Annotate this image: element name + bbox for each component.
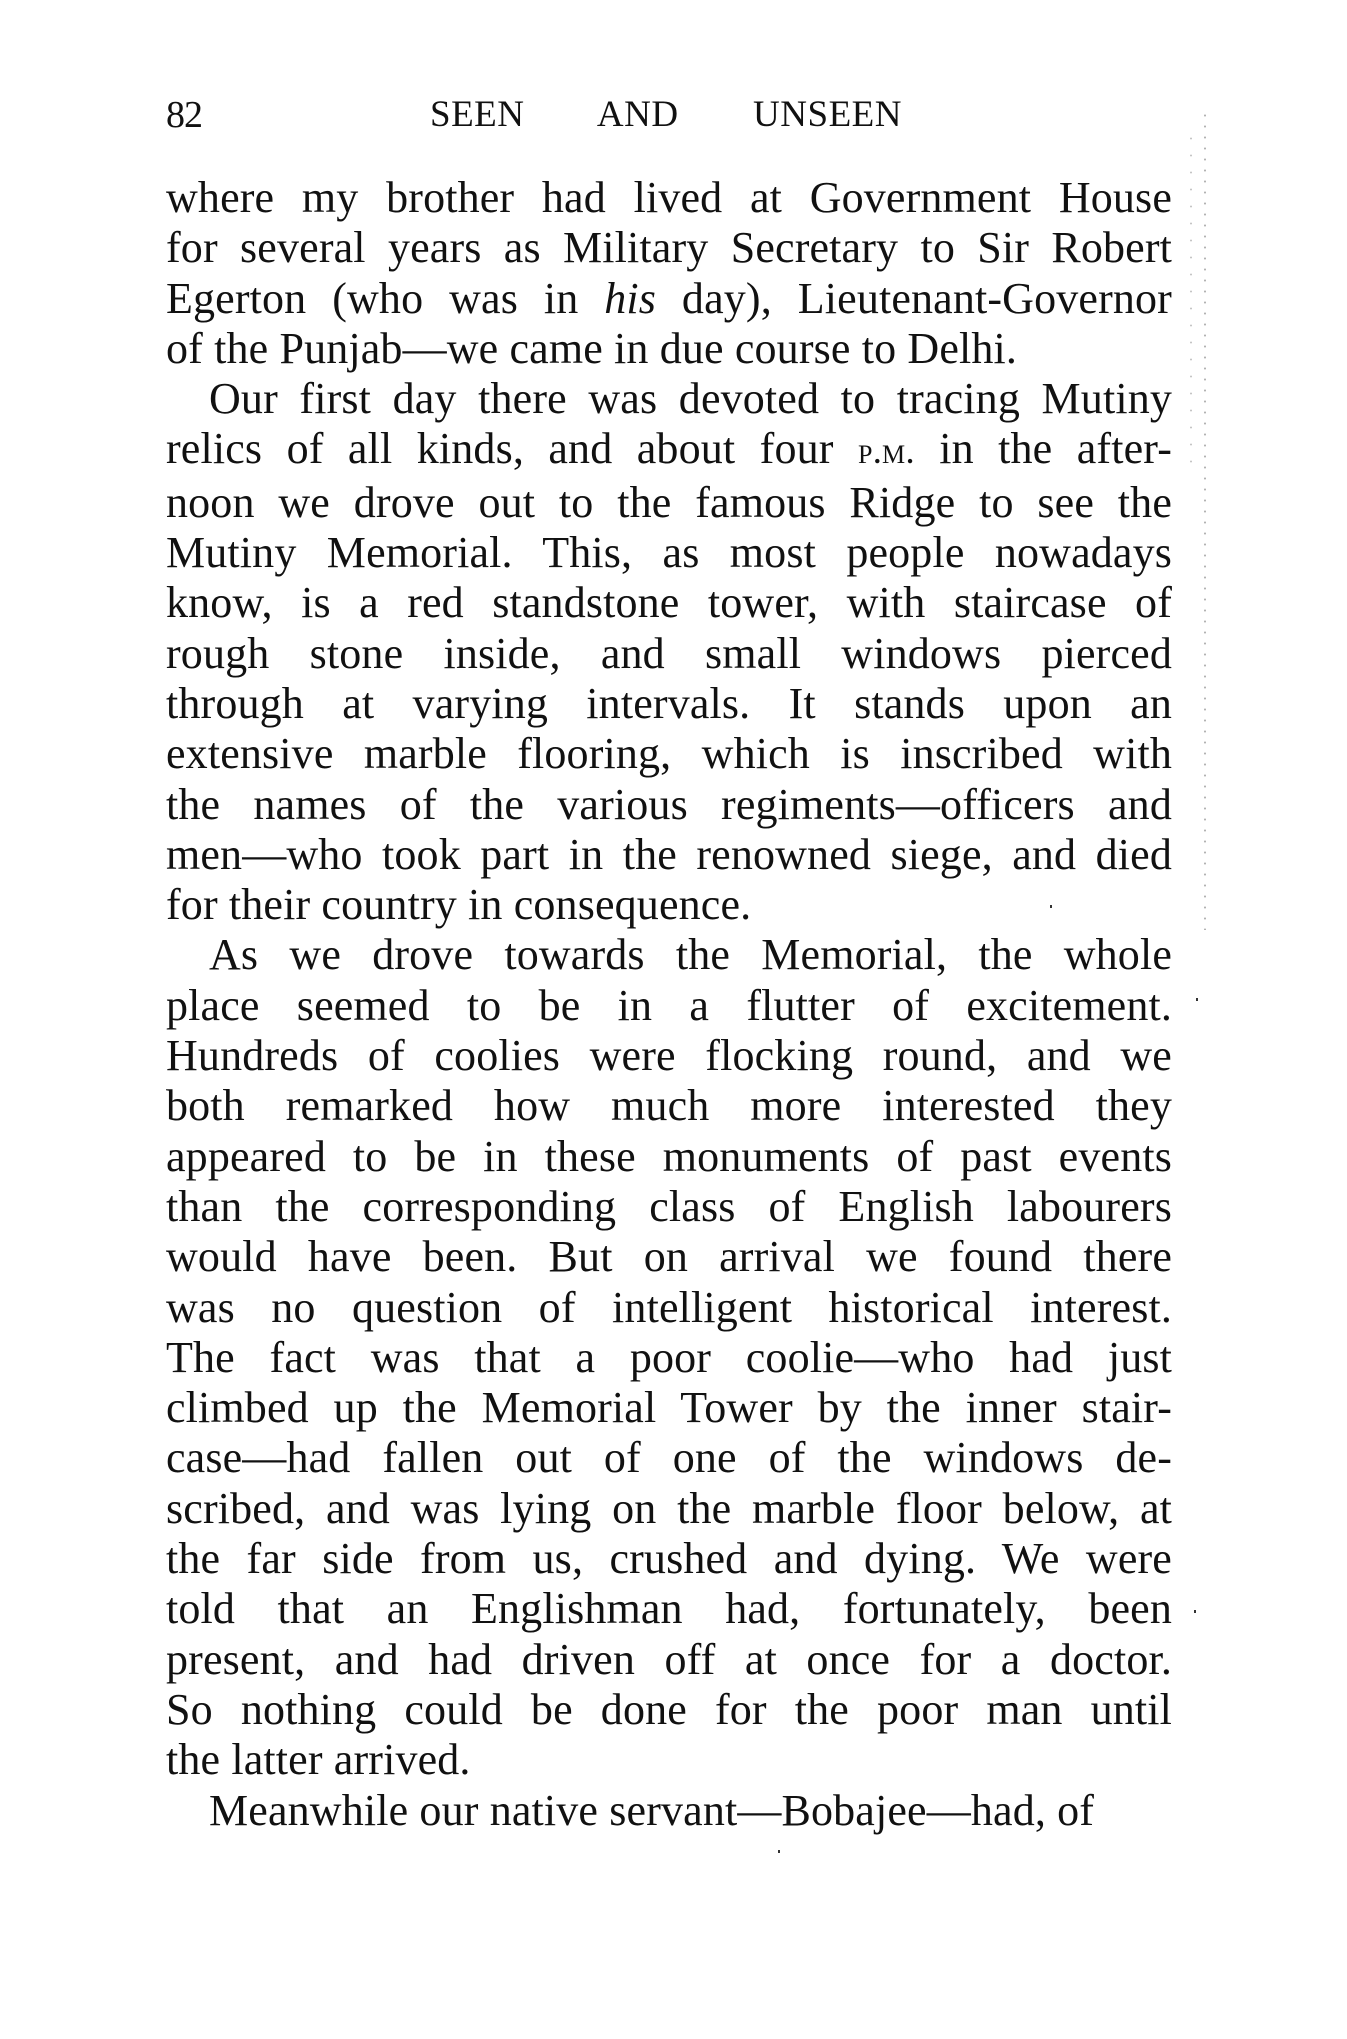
text-line: rough stone inside, and small windows pierced	[166, 628, 1172, 678]
text-line: was no question of intelligent historical interest.	[166, 1282, 1172, 1332]
scan-noise	[778, 1850, 780, 1853]
text-line: the latter arrived.	[166, 1735, 471, 1785]
text-line: extensive marble flooring, which is inscribed with	[166, 729, 1172, 779]
scan-noise	[1196, 998, 1198, 1001]
text-line: case—had fallen out of one of the windows de-	[166, 1433, 1172, 1483]
text-line: relics of all kinds, and about four p.m. in the after-	[166, 424, 1172, 474]
paragraph	[166, 173, 1172, 374]
text-line: the far side from us, crushed and dying. We were	[166, 1534, 1172, 1584]
running-head	[166, 95, 1172, 135]
text-line: where my brother had lived at Government House	[166, 173, 1172, 222]
text-line: place seemed to be in a flutter of excitement.	[166, 980, 1172, 1030]
small-caps-abbrev: p.m.	[857, 431, 915, 473]
running-title: SEEN AND UNSEEN	[430, 94, 902, 135]
text-line: both remarked how much more interested they	[166, 1081, 1172, 1131]
body-text	[166, 173, 1172, 1836]
text-line: The fact was that a poor coolie—who had just	[166, 1332, 1172, 1382]
text-line: Mutiny Memorial. This, as most people nowadays	[166, 528, 1172, 578]
text-line: through at varying intervals. It stands upon an	[166, 678, 1172, 728]
text-line: Our first day there was devoted to tracing Mutiny	[209, 374, 1172, 424]
text-line: As we drove towards the Memorial, the whole	[209, 930, 1172, 980]
text-line: for their country in consequence.	[166, 880, 752, 930]
text-line: Hundreds of coolies were flocking round, and we	[166, 1031, 1172, 1081]
text-line: know, is a red standstone tower, with staircase of	[166, 578, 1172, 628]
italic-word: his	[604, 273, 657, 323]
paragraph	[166, 374, 1172, 930]
scan-noise	[1203, 110, 1207, 930]
page-number: 82	[166, 94, 202, 136]
text-line: would have been. But on arrival we found there	[166, 1232, 1172, 1282]
text-line: present, and had driven off at once for a doctor.	[166, 1634, 1172, 1684]
text-line: noon we drove out to the famous Ridge to see the	[166, 477, 1172, 527]
text-line: than the corresponding class of English labourers	[166, 1181, 1172, 1231]
scan-noise	[1050, 905, 1052, 908]
text-line: So nothing could be done for the poor man until	[166, 1684, 1172, 1734]
text-line: the names of the various regiments—officers and	[166, 779, 1172, 829]
text-line: men—who took part in the renowned siege, and died	[166, 829, 1172, 879]
text-line: for several years as Military Secretary to Sir Robert	[166, 223, 1172, 273]
text-line: climbed up the Memorial Tower by the inner stair-	[166, 1383, 1172, 1433]
text-line: told that an Englishman had, fortunately, been	[166, 1584, 1172, 1634]
text-line: of the Punjab—we came in due course to Delhi.	[166, 323, 1018, 373]
paragraph	[166, 930, 1172, 1785]
text-line: scribed, and was lying on the marble floor below, at	[166, 1483, 1172, 1533]
text-line: Meanwhile our native servant—Bobajee—had, of	[209, 1785, 1095, 1835]
paragraph	[166, 1786, 1172, 1836]
scan-noise	[1194, 1610, 1196, 1613]
text-line: appeared to be in these monuments of past events	[166, 1131, 1172, 1181]
text-line: Egerton (who was in his day), Lieutenant-Governor	[166, 273, 1172, 323]
scan-noise	[1188, 130, 1194, 470]
